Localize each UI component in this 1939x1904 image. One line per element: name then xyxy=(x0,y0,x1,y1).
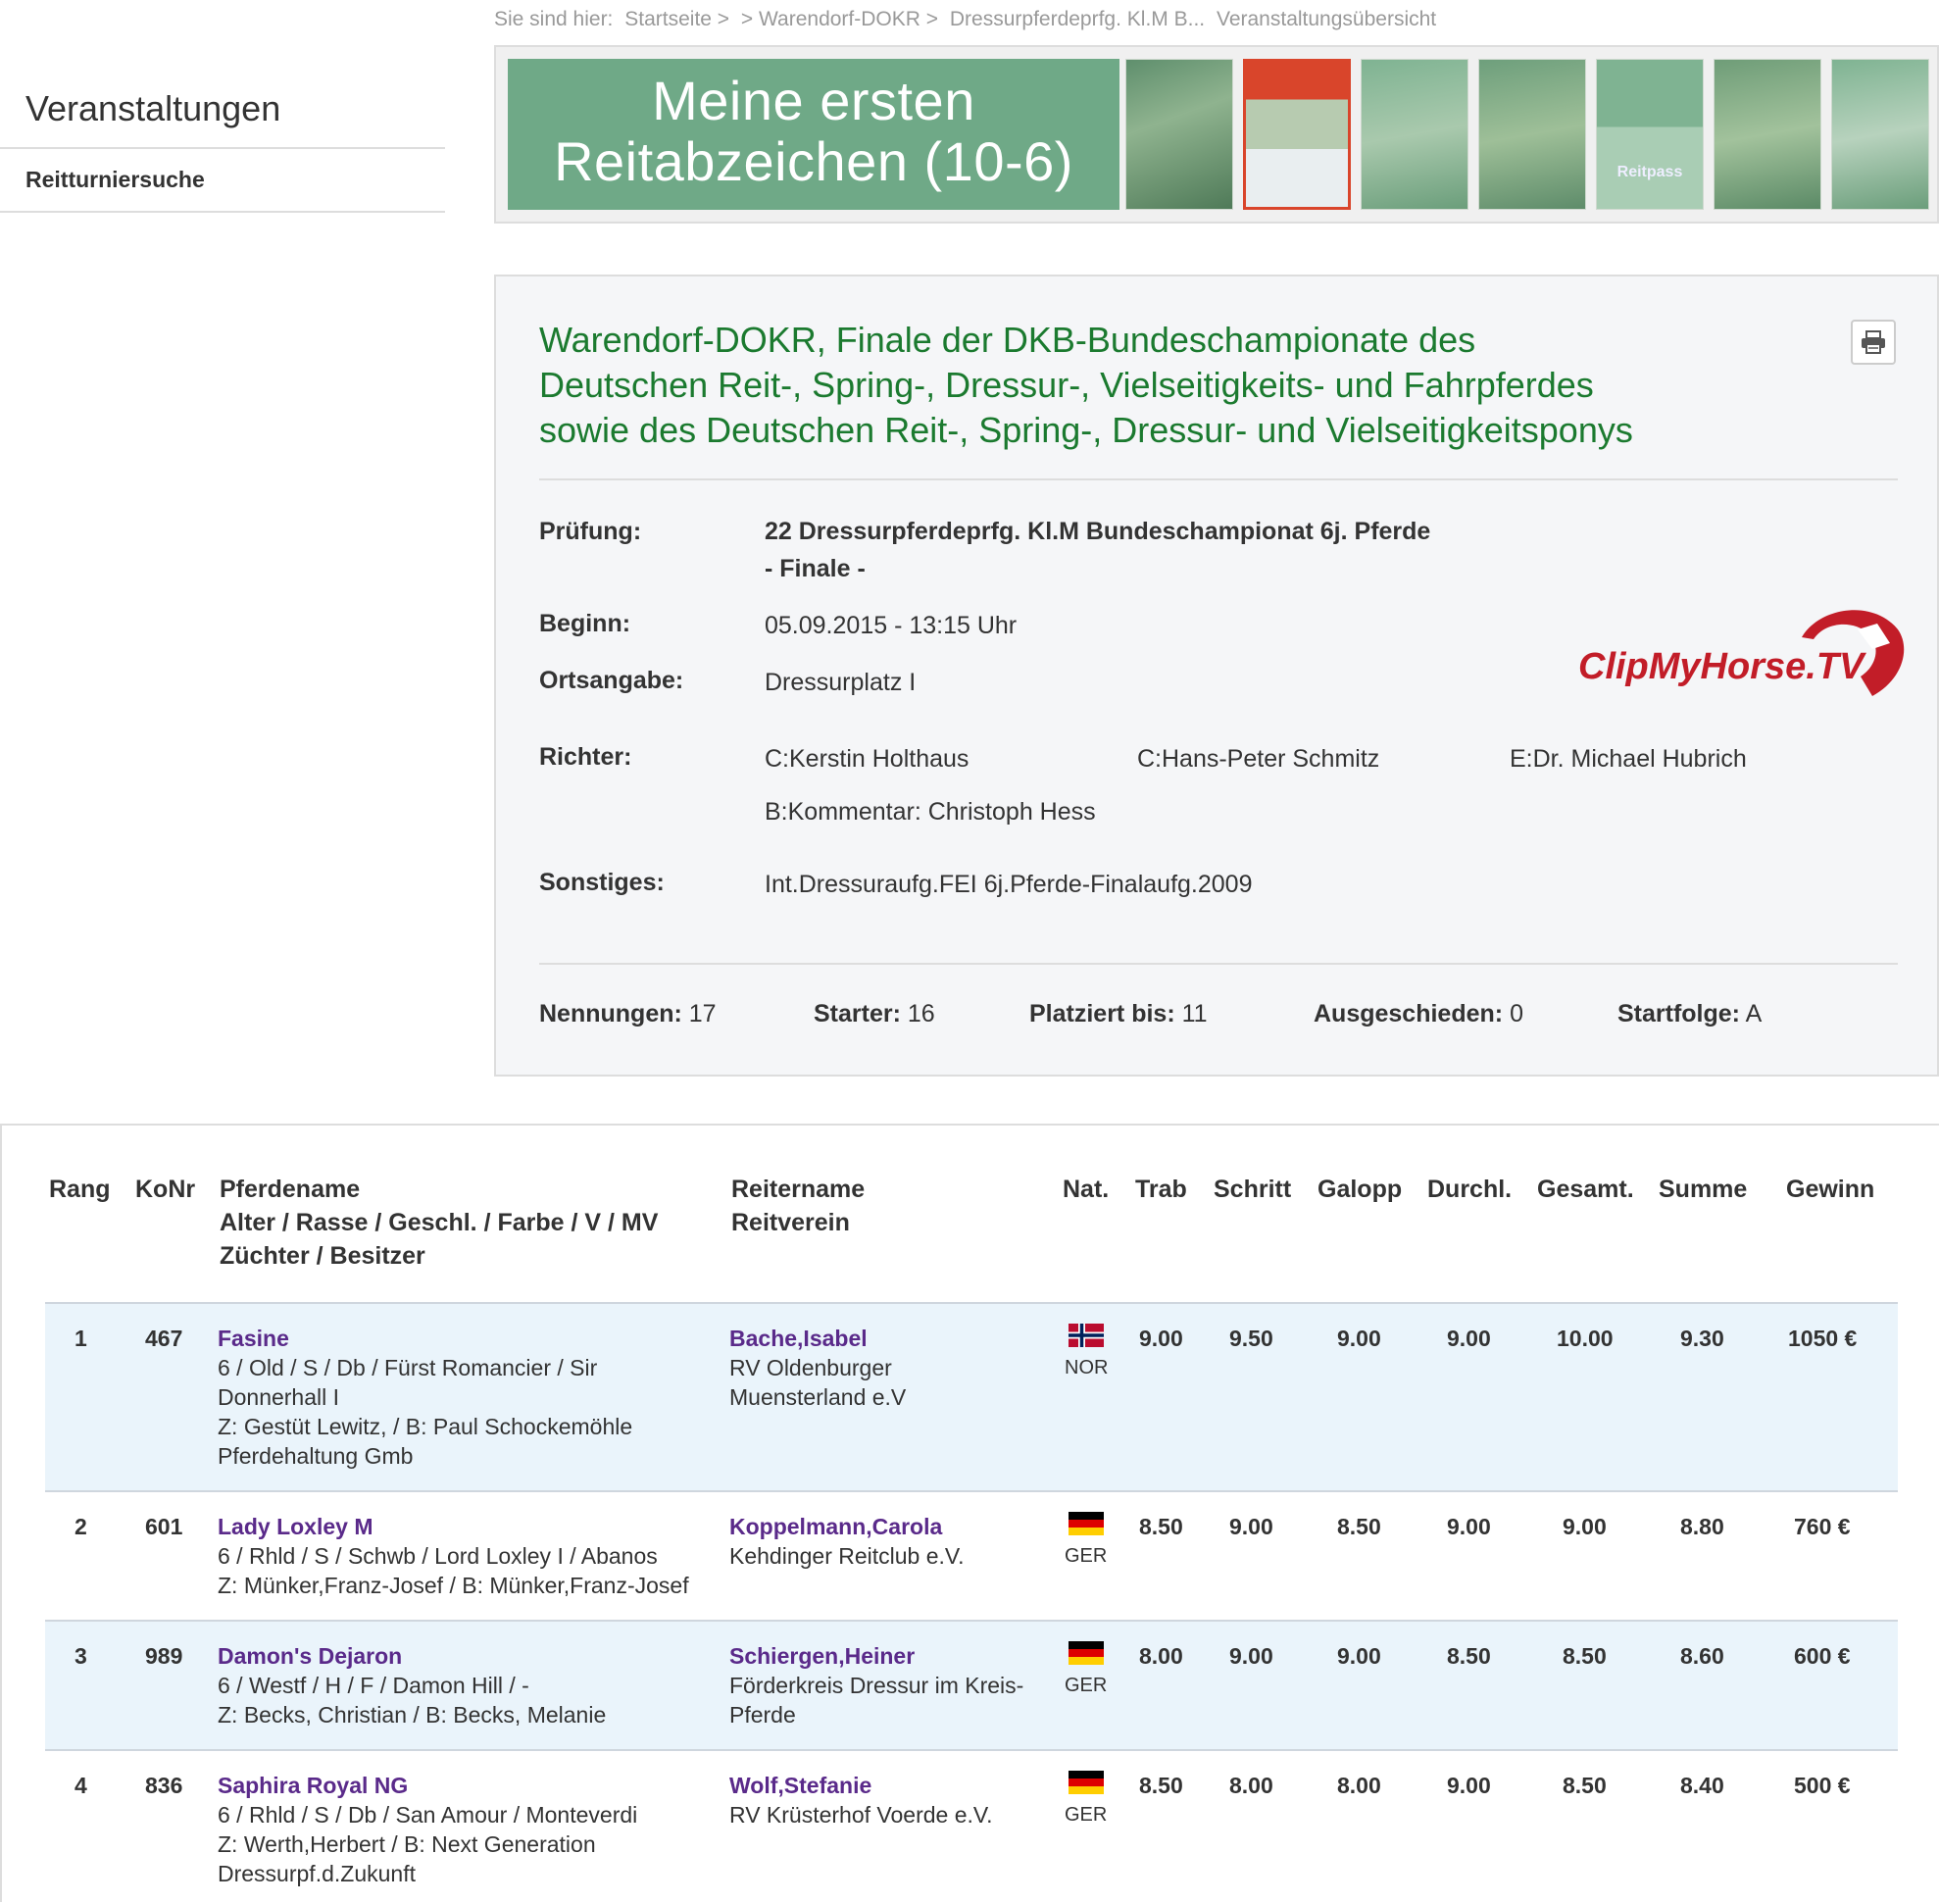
header-rang[interactable]: Rang xyxy=(49,1176,111,1203)
judge-c2: C:Hans-Peter Schmitz xyxy=(1137,745,1380,773)
judge-e: E:Dr. Michael Hubrich xyxy=(1510,745,1747,773)
banner-book-thumb[interactable] xyxy=(1831,59,1929,210)
divider xyxy=(539,478,1898,480)
cell-trab: 9.00 xyxy=(1139,1326,1183,1351)
label-ortsangabe: Ortsangabe: xyxy=(539,667,684,694)
rider-name-link[interactable]: Schiergen,Heiner xyxy=(729,1643,916,1669)
cell-rang: 3 xyxy=(75,1643,87,1669)
cell-gesamt: 8.50 xyxy=(1563,1643,1607,1669)
header-nat[interactable]: Nat. xyxy=(1063,1176,1110,1203)
banner-headline[interactable] xyxy=(508,59,1119,210)
table-row[interactable] xyxy=(45,1302,1898,1490)
horse-detail: Pferdehaltung Gmb xyxy=(218,1443,414,1469)
header-konr[interactable]: KoNr xyxy=(135,1176,196,1203)
horse-detail: 6 / Westf / H / F / Damon Hill / - xyxy=(218,1673,529,1698)
rider-name-link[interactable]: Koppelmann,Carola xyxy=(729,1514,943,1539)
cell-rider xyxy=(729,1512,965,1571)
banner[interactable] xyxy=(494,45,1939,224)
cell-gewinn: 1050 € xyxy=(1788,1326,1858,1351)
cell-rang: 2 xyxy=(75,1514,87,1539)
cell-nat: NOR xyxy=(1065,1357,1109,1378)
banner-book-thumb[interactable] xyxy=(1361,59,1468,210)
header-pferd-line: Pferdename xyxy=(220,1176,361,1203)
cell-trab: 8.00 xyxy=(1139,1643,1183,1669)
value-beginn: 05.09.2015 - 13:15 Uhr xyxy=(765,612,1018,639)
breadcrumb-prefix: Sie sind hier: xyxy=(494,8,614,30)
banner-book-thumb[interactable] xyxy=(1714,59,1821,210)
flag-norway-icon xyxy=(1069,1324,1104,1347)
stat-startfolge: Startfolge: A xyxy=(1617,1000,1763,1027)
cell-durchl: 9.00 xyxy=(1447,1514,1491,1539)
banner-book-thumb[interactable] xyxy=(1596,59,1704,210)
cell-summe: 9.30 xyxy=(1680,1326,1724,1351)
cell-gewinn: 600 € xyxy=(1794,1643,1851,1669)
clipmyhorse-logo[interactable] xyxy=(1578,600,1912,708)
header-pferdename[interactable] xyxy=(220,1173,658,1273)
flag-germany-icon xyxy=(1069,1771,1104,1794)
horse-detail: Z: Werth,Herbert / B: Next Generation xyxy=(218,1831,596,1857)
cell-schritt: 9.50 xyxy=(1229,1326,1273,1351)
event-info-panel xyxy=(494,275,1939,1077)
header-pferd-line: Züchter / Besitzer xyxy=(220,1242,425,1270)
value-ortsangabe: Dressurplatz I xyxy=(765,669,917,696)
banner-book-thumb[interactable] xyxy=(1125,59,1233,210)
cell-nat: GER xyxy=(1065,1675,1108,1696)
printer-icon xyxy=(1861,330,1886,354)
cell-galopp: 9.00 xyxy=(1337,1326,1381,1351)
stat-platziert: Platziert bis: 11 xyxy=(1029,1000,1208,1027)
breadcrumb-link-warendorf[interactable]: > Warendorf-DOKR > xyxy=(740,8,939,30)
breadcrumb-current[interactable]: Veranstaltungsübersicht xyxy=(1216,8,1437,30)
header-reiter-line: Reitverein xyxy=(731,1209,850,1236)
cell-galopp: 8.00 xyxy=(1337,1773,1381,1798)
cell-nat: GER xyxy=(1065,1804,1108,1826)
banner-line2: Reitabzeichen (10-6) xyxy=(554,130,1073,192)
rider-club: Kehdinger Reitclub e.V. xyxy=(729,1543,965,1569)
flag-germany-icon xyxy=(1069,1512,1104,1535)
cell-rang: 1 xyxy=(75,1326,87,1351)
horse-detail: 6 / Old / S / Db / Fürst Romancier / Sir xyxy=(218,1355,598,1380)
header-durchl[interactable]: Durchl. xyxy=(1427,1176,1513,1203)
divider xyxy=(539,963,1898,965)
label-beginn: Beginn: xyxy=(539,610,631,637)
cell-summe: 8.80 xyxy=(1680,1514,1724,1539)
banner-book-thumb[interactable] xyxy=(1243,59,1351,210)
label-sonstiges: Sonstiges: xyxy=(539,869,665,896)
horse-detail: 6 / Rhld / S / Schwb / Lord Loxley I / Abanos xyxy=(218,1543,658,1569)
horse-name-link[interactable]: Damon's Dejaron xyxy=(218,1643,403,1669)
cell-summe: 8.60 xyxy=(1680,1643,1724,1669)
cell-horse xyxy=(218,1771,637,1888)
cell-rider xyxy=(729,1641,1023,1729)
label-pruefung: Prüfung: xyxy=(539,518,642,545)
cell-horse xyxy=(218,1324,632,1471)
cell-horse xyxy=(218,1512,689,1600)
header-gewinn[interactable]: Gewinn xyxy=(1786,1176,1875,1203)
value-pruefung: 22 Dressurpferdeprfg. Kl.M Bundeschampionat 6j. Pferde xyxy=(765,518,1431,545)
header-reitername[interactable] xyxy=(731,1173,865,1239)
cell-schritt: 8.00 xyxy=(1229,1773,1273,1798)
rider-name-link[interactable]: Wolf,Stefanie xyxy=(729,1773,872,1798)
banner-thumb-label: Reitpass xyxy=(1616,164,1683,180)
rider-club: RV Krüsterhof Voerde e.V. xyxy=(729,1802,993,1828)
cell-trab: 8.50 xyxy=(1139,1773,1183,1798)
cell-nat: GER xyxy=(1065,1545,1108,1567)
cell-konr: 601 xyxy=(145,1514,183,1539)
svg-text:ClipMyHorse.TV: ClipMyHorse.TV xyxy=(1578,646,1864,687)
cell-durchl: 9.00 xyxy=(1447,1326,1491,1351)
header-schritt[interactable]: Schritt xyxy=(1214,1176,1292,1203)
cell-gesamt: 9.00 xyxy=(1563,1514,1607,1539)
flag-germany-icon xyxy=(1069,1641,1104,1665)
print-button[interactable] xyxy=(1851,320,1896,365)
header-gesamt[interactable]: Gesamt. xyxy=(1537,1176,1634,1203)
cell-galopp: 8.50 xyxy=(1337,1514,1381,1539)
horse-detail: Donnerhall I xyxy=(218,1384,340,1410)
cell-durchl: 9.00 xyxy=(1447,1773,1491,1798)
rider-club: Pferde xyxy=(729,1702,796,1728)
stat-nennungen: Nennungen: 17 xyxy=(539,1000,717,1027)
sidebar xyxy=(0,78,445,213)
horse-name-link[interactable]: Saphira Royal NG xyxy=(218,1773,409,1798)
cell-gesamt: 8.50 xyxy=(1563,1773,1607,1798)
banner-line1: Meine ersten xyxy=(652,70,975,131)
cell-horse xyxy=(218,1641,606,1729)
value-sonstiges: Int.Dressuraufg.FEI 6j.Pferde-Finalaufg.2009 xyxy=(765,871,1253,898)
cell-trab: 8.50 xyxy=(1139,1514,1183,1539)
horse-detail: 6 / Rhld / S / Db / San Amour / Monteverdi xyxy=(218,1802,638,1828)
label-richter: Richter: xyxy=(539,743,632,771)
cell-durchl: 8.50 xyxy=(1447,1643,1491,1669)
header-reiter-line: Reitername xyxy=(731,1176,866,1203)
banner-book-thumb[interactable] xyxy=(1478,59,1586,210)
table-row[interactable] xyxy=(45,1490,1898,1620)
breadcrumb-link-pruefung[interactable]: Dressurpferdeprfg. Kl.M B... xyxy=(949,8,1206,30)
stat-starter: Starter: 16 xyxy=(814,1000,935,1027)
cell-gewinn: 760 € xyxy=(1794,1514,1851,1539)
cell-konr: 989 xyxy=(145,1643,183,1669)
cell-rider xyxy=(729,1324,906,1412)
breadcrumb xyxy=(494,8,1442,31)
cell-schritt: 9.00 xyxy=(1229,1514,1273,1539)
cell-summe: 8.40 xyxy=(1680,1773,1724,1798)
cell-konr: 836 xyxy=(145,1773,183,1798)
judge-commentator: B:Kommentar: Christoph Hess xyxy=(765,798,1096,826)
horse-detail: Z: Gestüt Lewitz, / B: Paul Schockemöhle xyxy=(218,1414,633,1439)
results-table xyxy=(0,1124,1939,1902)
table-row[interactable] xyxy=(45,1749,1898,1904)
cell-rider xyxy=(729,1771,993,1829)
header-summe[interactable]: Summe xyxy=(1659,1176,1748,1203)
cell-gesamt: 10.00 xyxy=(1557,1326,1614,1351)
rider-name-link[interactable]: Bache,Isabel xyxy=(729,1326,868,1351)
horse-name-link[interactable]: Lady Loxley M xyxy=(218,1514,373,1539)
table-row[interactable] xyxy=(45,1620,1898,1749)
cell-rang: 4 xyxy=(75,1773,87,1798)
rider-club: Muensterland e.V xyxy=(729,1384,907,1410)
sidebar-item-reitturniersuche[interactable]: Reitturniersuche xyxy=(0,149,445,213)
sidebar-title[interactable]: Veranstaltungen xyxy=(0,78,445,149)
horse-detail: Z: Becks, Christian / B: Becks, Melanie xyxy=(218,1702,607,1728)
horse-detail: Dressurpf.d.Zukunft xyxy=(218,1861,416,1886)
header-pferd-line: Alter / Rasse / Geschl. / Farbe / V / MV xyxy=(220,1209,659,1236)
event-title-line: sowie des Deutschen Reit-, Spring-, Dressur- und Vielseitigkeitsponys xyxy=(539,410,1633,450)
header-trab[interactable]: Trab xyxy=(1135,1176,1187,1203)
event-title-line: Deutschen Reit-, Spring-, Dressur-, Vielseitigkeits- und Fahrpferdes xyxy=(539,365,1594,405)
stat-ausgeschieden: Ausgeschieden: 0 xyxy=(1314,1000,1523,1027)
event-title xyxy=(539,318,1715,453)
cell-schritt: 9.00 xyxy=(1229,1643,1273,1669)
judge-c1: C:Kerstin Holthaus xyxy=(765,745,970,773)
horse-detail: Z: Münker,Franz-Josef / B: Münker,Franz-Josef xyxy=(218,1573,689,1598)
value-pruefung-finale: - Finale - xyxy=(765,555,866,582)
horse-name-link[interactable]: Fasine xyxy=(218,1326,289,1351)
event-title-line: Warendorf-DOKR, Finale der DKB-Bundeschampionate des xyxy=(539,320,1476,360)
breadcrumb-link-startseite[interactable]: Startseite > xyxy=(624,8,730,30)
cell-galopp: 9.00 xyxy=(1337,1643,1381,1669)
cell-konr: 467 xyxy=(145,1326,183,1351)
rider-club: Förderkreis Dressur im Kreis- xyxy=(729,1673,1024,1698)
header-galopp[interactable]: Galopp xyxy=(1318,1176,1403,1203)
cell-gewinn: 500 € xyxy=(1794,1773,1851,1798)
rider-club: RV Oldenburger xyxy=(729,1355,892,1380)
